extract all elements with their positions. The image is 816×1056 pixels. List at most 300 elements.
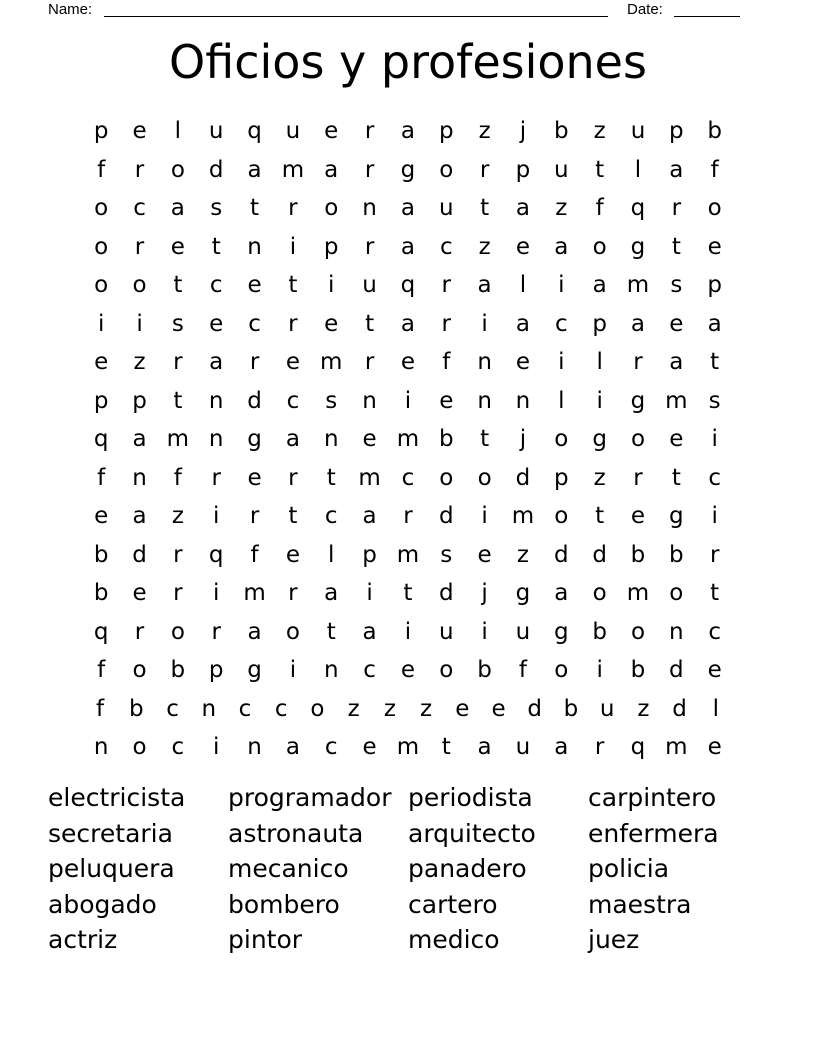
word-list-item: actriz xyxy=(48,925,118,954)
grid-letter: e xyxy=(247,272,262,298)
grid-letter: i xyxy=(481,310,488,337)
letter-grid xyxy=(82,112,734,767)
grid-letter: p xyxy=(592,310,607,337)
grid-letter: s xyxy=(440,541,453,568)
grid-letter: o xyxy=(669,580,684,606)
grid-letter: c xyxy=(708,618,721,645)
grid-letter: g xyxy=(630,387,646,414)
grid-letter: m xyxy=(358,464,381,491)
grid-letter: b xyxy=(592,618,607,645)
grid-letter: a xyxy=(707,310,722,337)
word-list-item: electricista xyxy=(48,783,186,812)
grid-letter: e xyxy=(477,541,492,568)
grid-letter: p xyxy=(93,118,109,144)
grid-letter: c xyxy=(171,734,185,760)
grid-letter: c xyxy=(209,272,223,298)
grid-letter: t xyxy=(480,195,490,221)
grid-letter: a xyxy=(400,233,415,260)
grid-letter: o xyxy=(170,156,185,183)
grid-letter: r xyxy=(633,349,643,375)
grid-letter: r xyxy=(671,195,682,221)
grid-letter: e xyxy=(94,503,109,529)
grid-letter: z xyxy=(347,695,360,722)
word-list xyxy=(48,780,788,958)
grid-letter: i xyxy=(481,503,488,529)
grid-letter: l xyxy=(519,272,527,298)
grid-letter: m xyxy=(320,349,343,375)
grid-letter: r xyxy=(441,310,451,337)
grid-letter: u xyxy=(362,272,377,298)
grid-letter: p xyxy=(669,118,684,144)
grid-letter: g xyxy=(669,503,684,529)
grid-letter: m xyxy=(626,272,650,298)
grid-letter: p xyxy=(132,387,147,414)
word-list-item: policia xyxy=(588,854,670,883)
grid-letter: f xyxy=(710,156,719,183)
grid-letter: o xyxy=(592,233,607,260)
grid-letter: e xyxy=(362,426,377,452)
grid-letter: b xyxy=(93,541,109,568)
name-label: Name: xyxy=(48,1,93,18)
grid-letter: f xyxy=(250,541,259,568)
grid-letter: l xyxy=(328,541,335,568)
grid-letter: u xyxy=(208,118,224,144)
grid-letter: c xyxy=(554,310,568,337)
grid-letter: m xyxy=(166,426,190,452)
grid-letter: o xyxy=(132,272,147,298)
grid-letter: d xyxy=(553,541,569,568)
header xyxy=(0,0,816,22)
grid-letter: i xyxy=(289,233,297,260)
grid-letter: i xyxy=(366,580,373,606)
grid-letter: c xyxy=(439,233,453,260)
grid-letter: m xyxy=(511,503,535,529)
grid-row xyxy=(82,382,734,421)
grid-letter: e xyxy=(247,464,262,491)
grid-letter: c xyxy=(401,464,415,491)
grid-letter: o xyxy=(554,503,569,529)
grid-letter: a xyxy=(477,272,492,298)
grid-letter: i xyxy=(289,657,297,683)
grid-letter: o xyxy=(285,618,300,645)
grid-letter: c xyxy=(324,734,338,760)
grid-letter: i xyxy=(711,503,718,529)
grid-letter: o xyxy=(132,734,147,760)
grid-letter: a xyxy=(477,734,492,760)
word-list-item: programador xyxy=(228,783,392,812)
grid-letter: e xyxy=(491,695,506,722)
grid-letter: m xyxy=(243,580,266,606)
grid-letter: m xyxy=(665,734,688,760)
grid-letter: e xyxy=(132,580,147,606)
grid-letter: m xyxy=(665,387,688,414)
word-list-item: pintor xyxy=(228,925,303,954)
grid-letter: f xyxy=(96,695,105,722)
grid-letter: t xyxy=(710,580,720,606)
grid-letter: z xyxy=(516,541,529,568)
grid-letter: q xyxy=(93,618,109,645)
grid-letter: g xyxy=(400,156,416,183)
grid-letter: e xyxy=(209,310,224,337)
grid-letter: a xyxy=(554,580,569,606)
name-line xyxy=(104,16,608,17)
grid-letter: n xyxy=(362,195,377,221)
grid-letter: i xyxy=(404,387,412,414)
grid-letter: f xyxy=(97,156,106,183)
grid-letter: z xyxy=(593,118,606,144)
grid-letter: n xyxy=(247,233,262,260)
grid-letter: a xyxy=(324,156,339,183)
word-list-item: bombero xyxy=(228,889,340,919)
grid-letter: r xyxy=(479,156,490,183)
grid-letter: r xyxy=(173,580,183,606)
grid-letter: n xyxy=(247,734,262,760)
grid-letter: c xyxy=(274,695,288,722)
grid-letter: n xyxy=(132,464,147,491)
grid-letter: o xyxy=(630,618,646,645)
word-list-item: arquitecto xyxy=(408,818,536,848)
grid-letter: l xyxy=(712,695,720,722)
grid-letter: i xyxy=(711,426,718,452)
grid-letter: e xyxy=(669,426,684,452)
grid-letter: c xyxy=(238,695,252,722)
grid-letter: o xyxy=(439,156,454,183)
grid-letter: r xyxy=(594,734,605,760)
grid-letter: c xyxy=(286,387,300,414)
word-list-item: maestra xyxy=(588,889,692,919)
grid-letter: r xyxy=(288,580,298,606)
grid-letter: a xyxy=(554,233,569,260)
grid-letter: u xyxy=(554,156,569,183)
grid-letter: o xyxy=(310,695,325,722)
grid-letter: n xyxy=(93,734,109,760)
grid-letter: f xyxy=(173,464,182,491)
grid-letter: e xyxy=(707,233,722,260)
grid-letter: a xyxy=(247,618,262,645)
grid-letter: b xyxy=(707,118,722,144)
grid-letter: r xyxy=(249,349,260,375)
grid-letter: e xyxy=(515,349,531,375)
grid-letter: i xyxy=(213,734,220,760)
grid-letter: e xyxy=(455,695,470,722)
grid-letter: e xyxy=(324,118,339,144)
grid-letter: p xyxy=(93,387,109,414)
grid-letter: d xyxy=(438,503,454,529)
grid-letter: s xyxy=(708,387,721,414)
grid-letter: o xyxy=(132,657,147,683)
grid-letter: c xyxy=(248,310,261,337)
grid-row xyxy=(82,189,734,228)
word-list-item: juez xyxy=(588,925,640,954)
grid-letter: u xyxy=(515,618,531,645)
grid-letter: f xyxy=(97,657,106,683)
grid-letter: z xyxy=(383,695,396,722)
grid-row xyxy=(82,728,734,767)
grid-letter: j xyxy=(519,426,527,452)
date-label: Date: xyxy=(627,1,663,18)
grid-letter: b xyxy=(553,118,569,144)
grid-letter: r xyxy=(403,503,413,529)
grid-letter: d xyxy=(592,541,607,568)
grid-letter: t xyxy=(365,310,375,337)
grid-letter: d xyxy=(527,695,543,722)
grid-letter: i xyxy=(213,580,220,606)
grid-letter: a xyxy=(247,156,262,183)
grid-letter: r xyxy=(288,310,298,337)
grid-letter: r xyxy=(364,349,375,375)
grid-letter: o xyxy=(477,464,492,491)
grid-letter: r xyxy=(211,464,221,491)
grid-letter: r xyxy=(633,464,643,491)
grid-letter: q xyxy=(400,272,416,298)
grid-letter: m xyxy=(396,426,420,452)
grid-letter: c xyxy=(133,195,146,221)
grid-letter: a xyxy=(362,618,377,645)
grid-letter: j xyxy=(481,580,488,606)
grid-letter: f xyxy=(442,349,451,375)
grid-letter: a xyxy=(209,349,224,375)
grid-letter: c xyxy=(166,695,179,722)
grid-letter: r xyxy=(134,156,145,183)
grid-row xyxy=(82,112,734,151)
grid-letter: u xyxy=(285,118,301,144)
grid-letter: b xyxy=(129,695,144,722)
grid-row xyxy=(82,690,734,729)
grid-letter: r xyxy=(288,464,298,491)
grid-letter: z xyxy=(637,695,650,722)
grid-letter: o xyxy=(439,464,454,491)
grid-letter: o xyxy=(554,426,569,452)
grid-letter: o xyxy=(707,195,722,221)
grid-letter: l xyxy=(596,349,603,375)
grid-letter: i xyxy=(596,657,603,683)
grid-letter: i xyxy=(136,310,143,337)
grid-letter: c xyxy=(363,657,376,683)
grid-letter: t xyxy=(326,464,336,491)
grid-letter: o xyxy=(630,426,646,452)
grid-letter: u xyxy=(599,695,615,722)
grid-row xyxy=(82,613,734,652)
grid-letter: a xyxy=(132,503,147,529)
grid-letter: o xyxy=(439,657,454,683)
grid-letter: r xyxy=(709,541,720,568)
grid-letter: t xyxy=(671,233,681,260)
grid-letter: z xyxy=(420,695,433,722)
word-list-item: medico xyxy=(408,925,500,954)
grid-row xyxy=(82,343,734,382)
grid-letter: e xyxy=(669,310,684,337)
grid-letter: r xyxy=(364,118,375,144)
grid-letter: j xyxy=(519,118,527,144)
grid-letter: t xyxy=(288,503,298,529)
grid-letter: b xyxy=(93,580,109,606)
grid-letter: g xyxy=(553,618,569,645)
grid-letter: c xyxy=(708,464,721,491)
grid-letter: t xyxy=(403,580,413,606)
word-list-item: cartero xyxy=(408,889,498,919)
grid-row xyxy=(82,574,734,613)
grid-letter: l xyxy=(174,118,182,144)
grid-letter: r xyxy=(364,156,375,183)
grid-letter: i xyxy=(97,310,105,337)
grid-letter: m xyxy=(396,541,420,568)
grid-letter: e xyxy=(707,734,722,760)
grid-letter: t xyxy=(211,233,221,260)
word-list-item: periodista xyxy=(408,783,533,812)
grid-letter: u xyxy=(515,734,531,760)
grid-letter: n xyxy=(362,387,377,414)
grid-letter: i xyxy=(213,503,220,529)
grid-letter: s xyxy=(210,195,223,221)
grid-letter: f xyxy=(97,464,106,491)
grid-row xyxy=(82,228,734,267)
grid-letter: e xyxy=(132,118,147,144)
grid-letter: s xyxy=(171,310,184,337)
grid-letter: b xyxy=(438,426,454,452)
grid-letter: e xyxy=(94,349,109,375)
grid-letter: p xyxy=(362,541,377,568)
grid-letter: o xyxy=(592,580,607,606)
grid-letter: u xyxy=(630,118,646,144)
grid-letter: e xyxy=(630,503,646,529)
grid-letter: d xyxy=(247,387,262,414)
grid-letter: a xyxy=(170,195,185,221)
grid-letter: t xyxy=(710,349,720,375)
grid-row xyxy=(82,266,734,305)
grid-letter: a xyxy=(400,310,415,337)
grid-letter: a xyxy=(400,118,415,144)
grid-row xyxy=(82,305,734,344)
word-list-item: abogado xyxy=(48,889,157,919)
grid-letter: d xyxy=(438,580,454,606)
grid-letter: o xyxy=(94,233,109,260)
grid-letter: p xyxy=(707,272,722,298)
grid-letter: i xyxy=(481,618,488,645)
grid-letter: r xyxy=(134,233,145,260)
grid-letter: t xyxy=(671,464,681,491)
grid-letter: n xyxy=(208,426,224,452)
grid-letter: g xyxy=(515,580,531,606)
grid-letter: i xyxy=(328,272,335,298)
grid-row xyxy=(82,151,734,190)
grid-letter: r xyxy=(211,618,221,645)
grid-letter: i xyxy=(558,349,565,375)
grid-letter: l xyxy=(634,156,642,183)
grid-letter: t xyxy=(480,426,490,452)
grid-letter: d xyxy=(132,541,147,568)
grid-letter: u xyxy=(438,618,454,645)
grid-letter: a xyxy=(400,195,415,221)
grid-letter: r xyxy=(441,272,451,298)
grid-letter: s xyxy=(670,272,683,298)
grid-letter: q xyxy=(208,541,224,568)
grid-letter: n xyxy=(477,387,492,414)
grid-row xyxy=(82,420,734,459)
grid-letter: r xyxy=(249,503,260,529)
grid-letter: i xyxy=(558,272,565,298)
grid-letter: a xyxy=(592,272,607,298)
grid-letter: c xyxy=(324,503,338,529)
grid-letter: s xyxy=(325,387,338,414)
word-list-item: mecanico xyxy=(228,854,349,883)
grid-letter: r xyxy=(173,349,183,375)
grid-letter: f xyxy=(595,195,604,221)
grid-letter: e xyxy=(285,541,300,568)
grid-letter: m xyxy=(396,734,420,760)
grid-letter: f xyxy=(518,657,527,683)
grid-letter: a xyxy=(554,734,569,760)
grid-letter: e xyxy=(324,310,339,337)
word-list-item: carpintero xyxy=(588,783,717,812)
grid-row xyxy=(82,536,734,575)
grid-letter: p xyxy=(553,464,569,491)
grid-letter: t xyxy=(173,387,183,414)
grid-letter: r xyxy=(173,541,183,568)
grid-letter: e xyxy=(170,233,185,260)
grid-letter: p xyxy=(323,233,339,260)
grid-letter: a xyxy=(324,580,339,606)
grid-letter: b xyxy=(630,541,646,568)
grid-letter: t xyxy=(250,195,260,221)
grid-letter: t xyxy=(326,618,336,645)
grid-letter: o xyxy=(324,195,339,221)
grid-letter: d xyxy=(515,464,531,491)
grid-letter: e xyxy=(400,349,415,375)
grid-letter: d xyxy=(672,695,687,722)
grid-letter: o xyxy=(554,657,569,683)
grid-letter: z xyxy=(478,118,491,144)
grid-letter: g xyxy=(247,426,262,452)
grid-letter: a xyxy=(132,426,147,452)
grid-letter: e xyxy=(515,233,531,260)
grid-letter: a xyxy=(669,349,684,375)
grid-letter: o xyxy=(94,272,109,298)
grid-letter: t xyxy=(441,734,451,760)
word-list-item: astronauta xyxy=(228,818,364,848)
grid-row xyxy=(82,497,734,536)
grid-letter: t xyxy=(595,503,605,529)
grid-letter: r xyxy=(288,195,298,221)
grid-letter: o xyxy=(94,195,109,221)
grid-letter: g xyxy=(592,426,607,452)
grid-letter: u xyxy=(438,195,454,221)
grid-letter: n xyxy=(477,349,492,375)
grid-letter: n xyxy=(323,426,339,452)
grid-letter: z xyxy=(171,503,184,529)
word-list-item: peluquera xyxy=(48,854,175,883)
grid-letter: o xyxy=(170,618,185,645)
page-title: Oficios y profesiones xyxy=(169,35,647,89)
grid-letter: n xyxy=(201,695,217,722)
grid-letter: n xyxy=(323,657,339,683)
grid-letter: d xyxy=(669,657,684,683)
grid-letter: a xyxy=(362,503,377,529)
grid-letter: e xyxy=(707,657,722,683)
grid-row xyxy=(82,651,734,690)
word-list-item: secretaria xyxy=(48,818,173,848)
grid-letter: e xyxy=(400,657,415,683)
grid-letter: q xyxy=(630,734,646,760)
grid-letter: r xyxy=(134,618,145,645)
date-line xyxy=(674,16,740,17)
word-list-item: panadero xyxy=(408,854,527,883)
grid-letter: b xyxy=(563,695,579,722)
grid-letter: g xyxy=(247,657,262,683)
word-list-item: enfermera xyxy=(588,818,719,848)
grid-letter: g xyxy=(630,233,646,260)
grid-letter: p xyxy=(438,118,454,144)
grid-letter: i xyxy=(596,387,603,414)
